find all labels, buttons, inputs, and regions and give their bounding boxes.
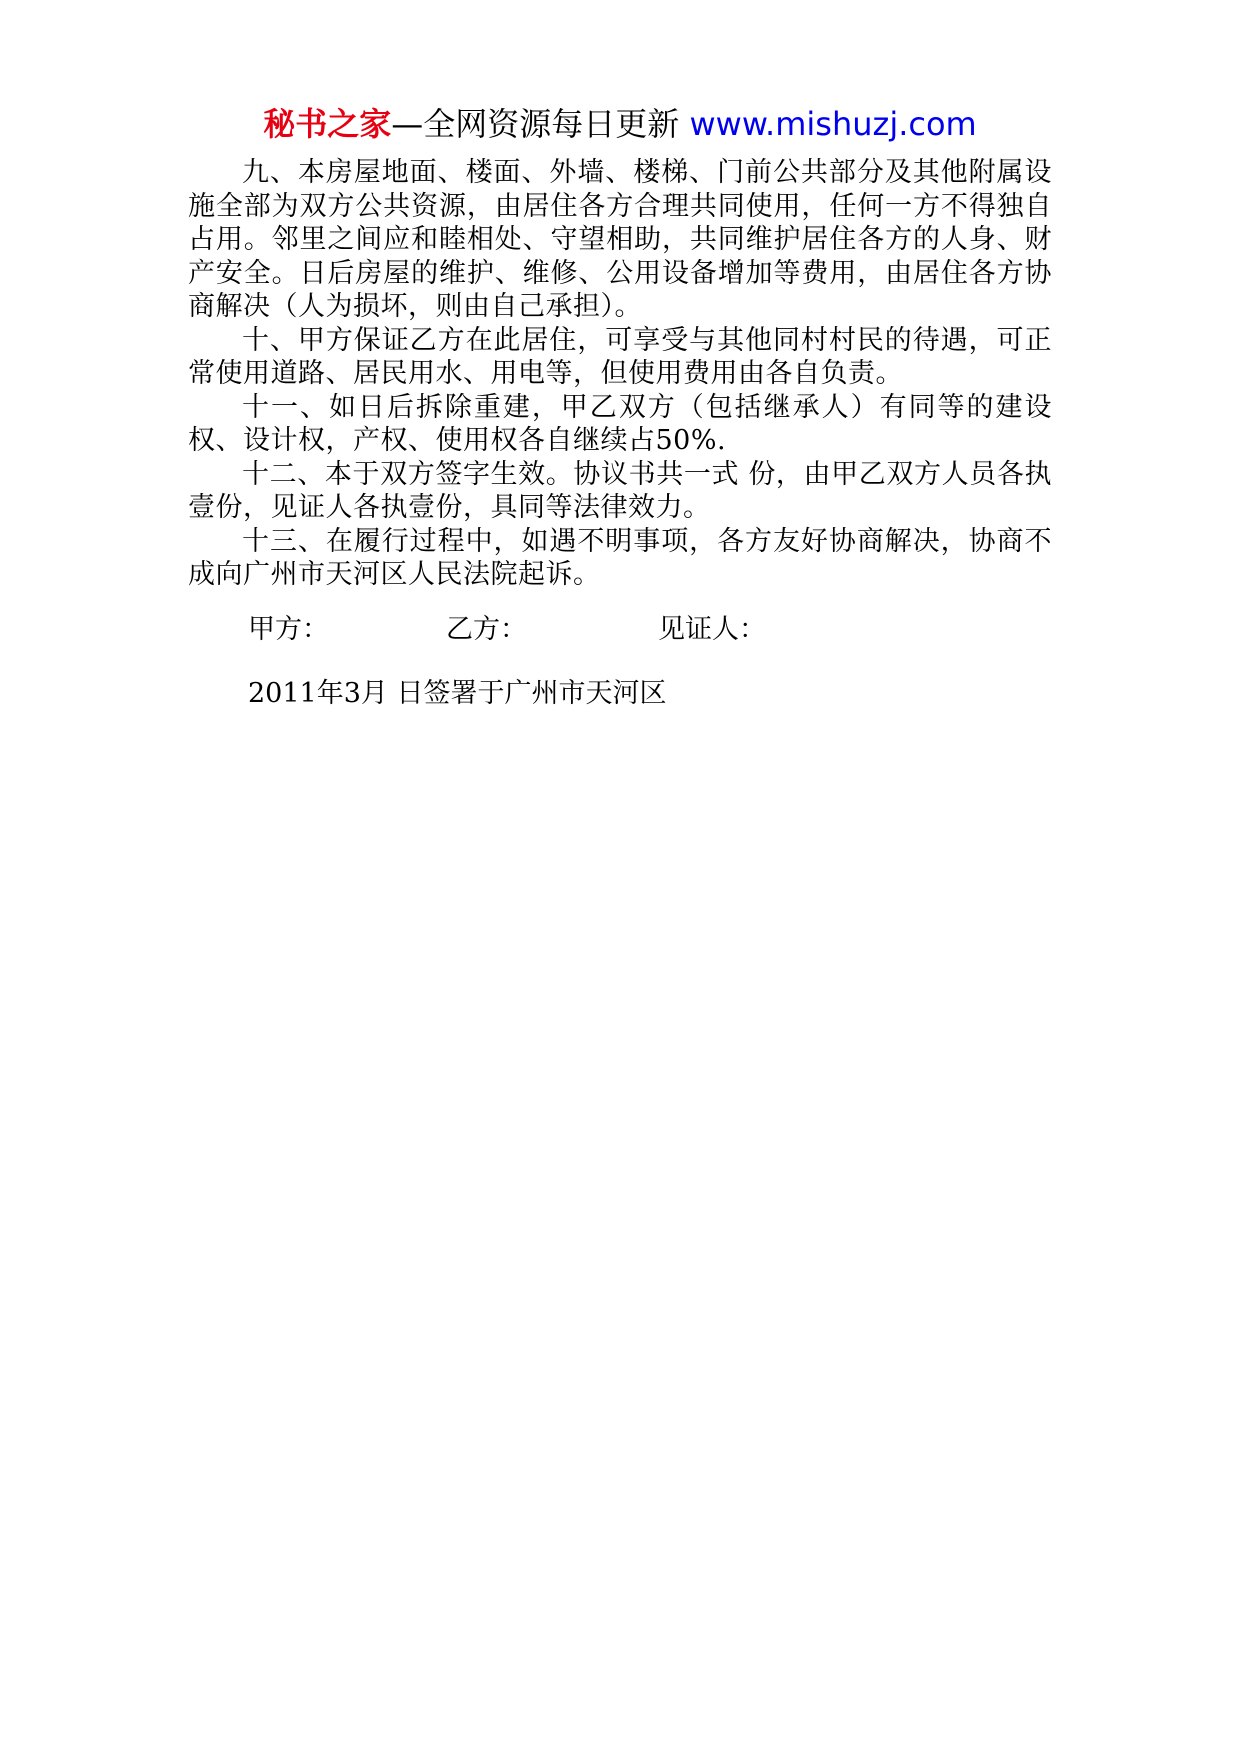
witness-label: 见证人： [658, 614, 766, 645]
party-a-label: 甲方： [248, 614, 329, 645]
page-header [0, 100, 1240, 148]
clause-12: 十二、本于双方签字生效。协议书共一式 份，由甲乙双方人员各执壹份，见证人各执壹份，具同等法律效力。 [188, 458, 1052, 523]
header-tagline: —全网资源每日更新 [391, 105, 690, 143]
clause-11: 十一、如日后拆除重建，甲乙双方（包括继承人）有同等的建设权、设计权，产权、使用权各自继续占50%. [188, 391, 1052, 456]
clause-9: 九、本房屋地面、楼面、外墙、楼梯、门前公共部分及其他附属设施全部为双方公共资源，由居住各方合理共同使用，任何一方不得独自占用。邻里之间应和睦相处、守望相助，共同维护居住各方的人身、财产安全。日后房屋的维护、维修、公用设备增加等费用，由居住各方协商解决（人为损坏，则由自己承担）。 [188, 157, 1052, 322]
signature-line [188, 612, 1052, 648]
site-url-link[interactable]: www.mishuzj.com [689, 105, 977, 143]
signing-date-line: 2011年3月 日签署于广州市天河区 [248, 678, 667, 709]
agreement-body [188, 156, 1052, 592]
clause-13: 十三、在履行过程中，如遇不明事项，各方友好协商解决，协商不成向广州市天河区人民法院起诉。 [188, 525, 1052, 590]
clause-10: 十、甲方保证乙方在此居住，可享受与其他同村村民的待遇，可正常使用道路、居民用水、用电等，但使用费用由各自负责。 [188, 324, 1052, 389]
brand-name: 秘书之家 [263, 105, 392, 143]
party-b-label: 乙方： [446, 614, 527, 645]
